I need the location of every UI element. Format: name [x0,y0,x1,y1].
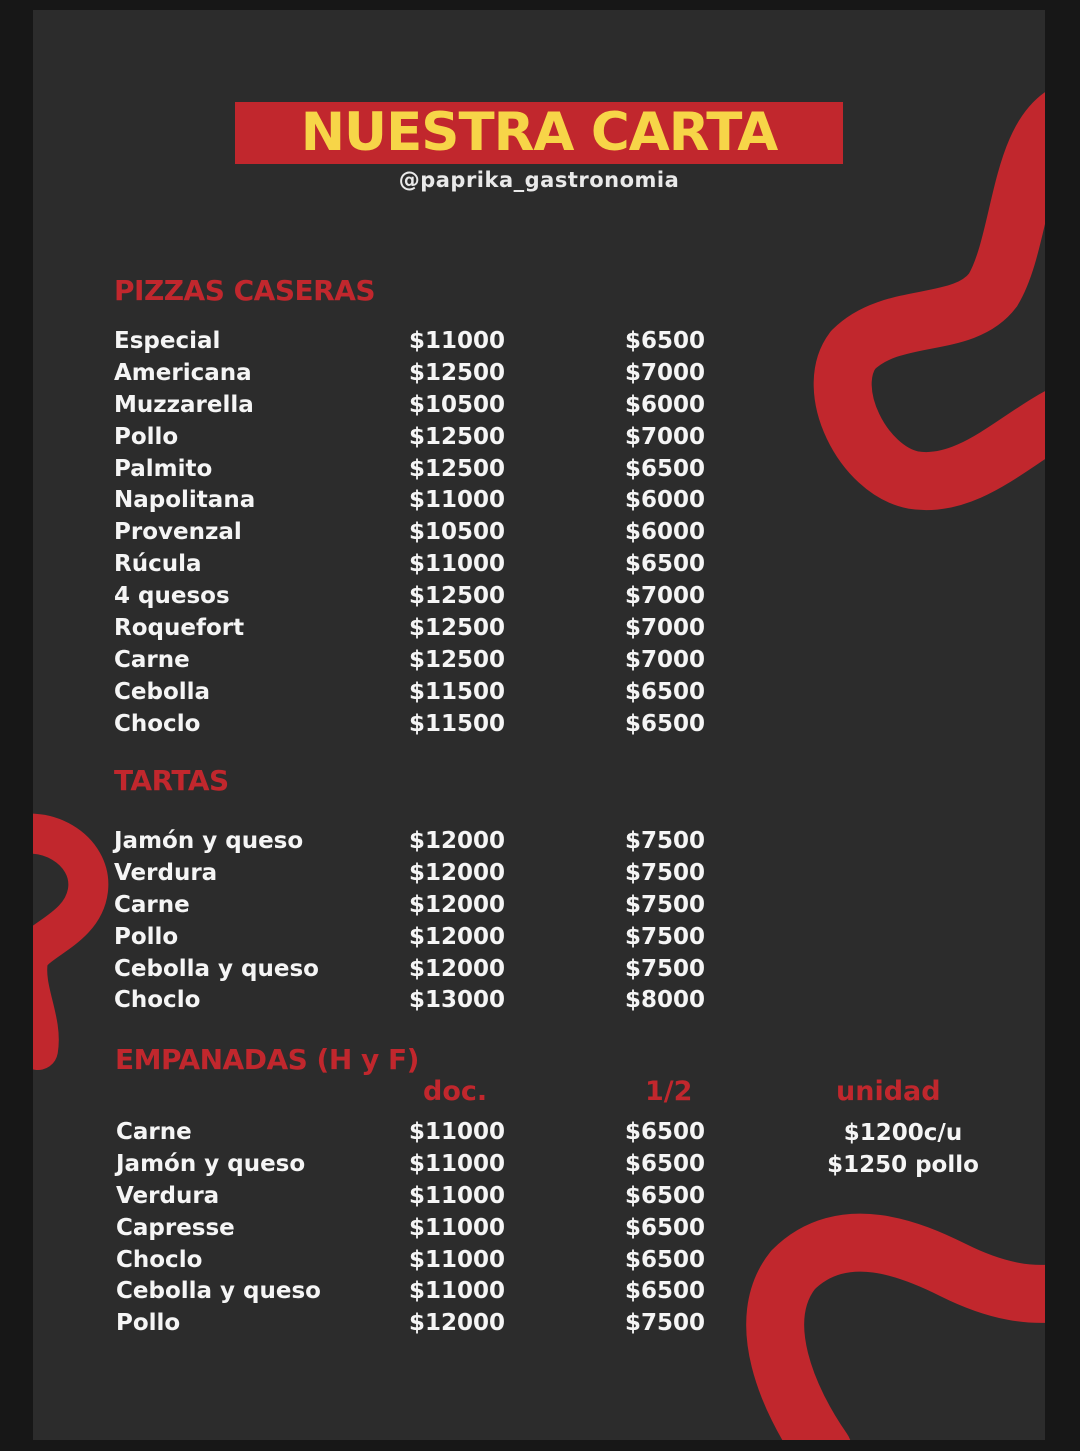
item-price-full: $10500 [409,519,506,546]
item-price-half: $6000 [625,519,706,546]
item-price-full: $12000 [409,828,506,854]
item-price-half: $6500 [625,710,706,737]
item-price-full: $12000 [409,955,506,982]
item-price-full: $10500 [409,391,506,418]
menu-card [33,10,1045,1440]
item-price-half: $7000 [625,423,706,450]
unit-prices [793,1117,1013,1181]
menu-row [33,358,1045,390]
item-price-full: $12000 [409,891,506,918]
item-price-full: $12500 [409,423,506,450]
item-price-half: $7500 [625,859,706,886]
item-price-half: $6500 [625,1119,706,1145]
item-name: Pollo [116,1310,181,1337]
menu-row [33,954,1045,986]
item-name: Cebolla y queso [116,1278,321,1305]
item-price-full: $11000 [409,487,506,514]
menu-row [33,645,1045,677]
instagram-handle: @paprika_gastronomia [398,168,680,192]
item-name: Carne [114,891,190,918]
item-price-half: $7500 [625,955,706,982]
item-price-full: $12000 [409,1310,506,1337]
item-price-full: $12500 [409,455,506,482]
menu-row [33,454,1045,486]
item-price-half: $6500 [625,1150,706,1177]
menu-row [33,985,1045,1017]
item-price-full: $12500 [409,583,506,610]
item-price-half: $7000 [625,359,706,386]
column-header-unit: unidad [836,1076,941,1107]
item-price-half: $8000 [625,987,706,1014]
page-title: NUESTRA CARTA [235,102,843,164]
item-name: Pollo [114,923,179,950]
item-name: Carne [116,1119,192,1145]
item-price-full: $11000 [409,1150,506,1177]
menu-row [33,517,1045,549]
item-name: Choclo [114,987,201,1014]
section-title-tartas: TARTAS [114,764,229,797]
item-name: Muzzarella [114,391,254,418]
column-header-doc: doc. [423,1076,488,1107]
item-price-half: $6500 [625,551,706,578]
item-name: Rúcula [114,551,202,578]
item-name: Choclo [114,710,201,737]
menu-row [33,1276,1045,1308]
menu-row [33,613,1045,645]
item-price-half: $7500 [625,891,706,918]
item-price-full: $11000 [409,1119,506,1145]
item-price-full: $11000 [409,1278,506,1305]
item-name: Choclo [116,1246,203,1273]
item-price-half: $7500 [625,828,706,854]
item-price-half: $6500 [625,1214,706,1241]
item-name: Roquefort [114,615,245,642]
item-name: 4 quesos [114,583,230,610]
item-name: Cebolla [114,678,211,705]
item-price-full: $11000 [409,1214,506,1241]
menu-row [33,709,1045,741]
item-price-half: $7500 [625,1310,706,1337]
unit-price: $1250 pollo [827,1152,979,1178]
item-price-half: $7000 [625,646,706,673]
item-price-half: $6500 [625,1246,706,1273]
item-price-half: $7000 [625,615,706,642]
menu-row [33,1181,1045,1213]
item-price-half: $7000 [625,583,706,610]
menu-row [33,677,1045,709]
menu-row [33,1245,1045,1277]
menu-row [33,858,1045,890]
item-name: Americana [114,359,252,386]
item-name: Napolitana [114,487,256,514]
menu-row [33,1213,1045,1245]
unit-price: $1200c/u [843,1120,963,1146]
menu-row [33,422,1045,454]
item-price-half: $6500 [625,328,706,354]
item-price-full: $11000 [409,1182,506,1209]
menu-row [33,1308,1045,1340]
item-name: Jamón y queso [116,1150,306,1177]
item-price-full: $12000 [409,859,506,886]
menu-row [33,890,1045,922]
section-title-empanadas: EMPANADAS (H y F) [115,1043,419,1076]
item-price-full: $11000 [409,328,506,354]
menu-row [33,326,1045,358]
menu-row [33,485,1045,517]
item-name: Palmito [114,455,213,482]
item-price-full: $11000 [409,1246,506,1273]
item-name: Cebolla y queso [114,955,319,982]
menu-row [33,922,1045,954]
section-title-pizzas: PIZZAS CASERAS [114,274,376,307]
item-price-full: $11000 [409,551,506,578]
column-header-half: 1/2 [645,1076,693,1107]
item-price-half: $6500 [625,455,706,482]
item-price-full: $12500 [409,646,506,673]
item-price-half: $6500 [625,678,706,705]
item-name: Pollo [114,423,179,450]
item-name: Carne [114,646,190,673]
menu-row [33,826,1045,858]
item-price-full: $11500 [409,678,506,705]
item-price-half: $6000 [625,391,706,418]
item-price-full: $12500 [409,615,506,642]
tartas-list [33,826,1045,1017]
item-price-full: $13000 [409,987,506,1014]
menu-row [33,390,1045,422]
item-price-half: $6500 [625,1278,706,1305]
item-price-half: $7500 [625,923,706,950]
menu-row [33,549,1045,581]
item-name: Provenzal [114,519,242,546]
item-price-half: $6500 [625,1182,706,1209]
item-name: Verdura [116,1182,220,1209]
item-name: Capresse [116,1214,235,1241]
pizzas-list [33,326,1045,741]
item-name: Verdura [114,859,218,886]
menu-row [33,581,1045,613]
item-price-full: $12500 [409,359,506,386]
item-price-full: $12000 [409,923,506,950]
item-price-half: $6000 [625,487,706,514]
item-price-full: $11500 [409,710,506,737]
item-name: Jamón y queso [114,828,304,854]
item-name: Especial [114,328,221,354]
